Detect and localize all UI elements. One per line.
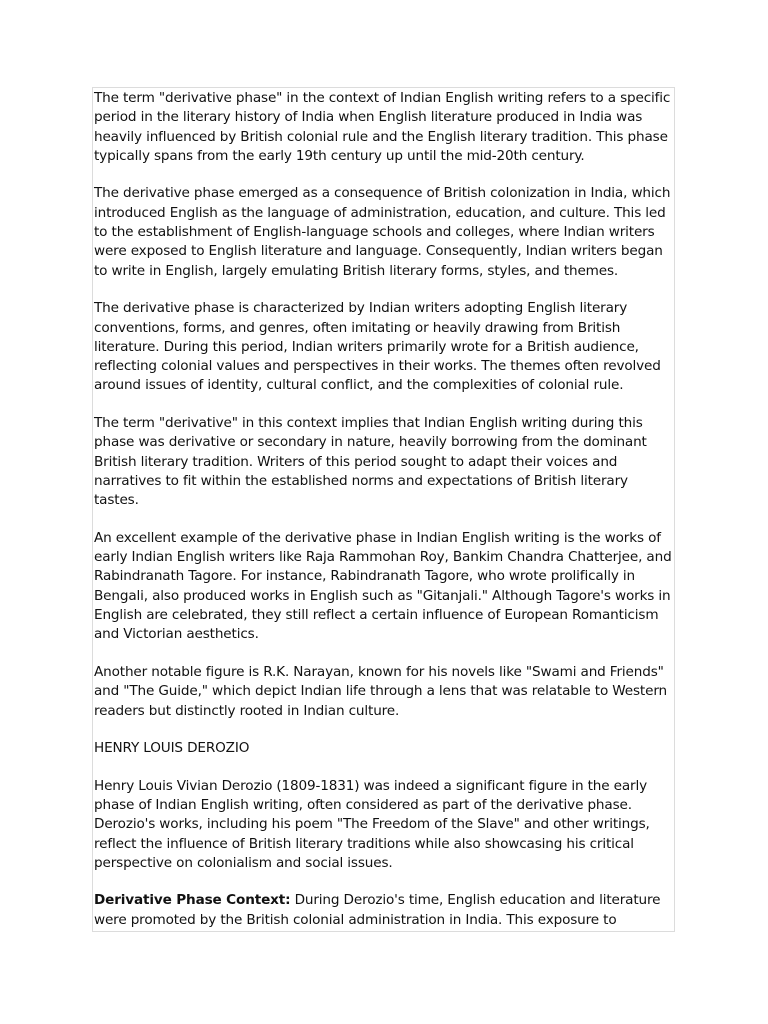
- paragraph-characteristics: The derivative phase is characterized by Indian writers adopting English literary conventions, forms, and genres, often imitating or heavily drawing from British literature. During this period, Indian writers primarily wrote for a British audience, reflecting colonial values and perspectives in their works. The themes often revolved around issues of identity, cultural conflict, and the complexities of colonial rule.: [94, 300, 661, 394]
- context-text: During Derozio's time, English education and literature were promoted by the British colonial administration in India. This exposure to: [94, 892, 661, 928]
- paragraph-derozio: Henry Louis Vivian Derozio (1809-1831) was indeed a significant figure in the early phase of Indian English writing, often considered as part of the derivative phase. Derozio's works, including his poem "The Freedom of the Slave" and other writings, reflect the influence of British literary traditions while also showcasing his critical perspective on colonialism and social issues.: [94, 777, 650, 871]
- document-text-frame: [92, 87, 675, 932]
- paragraph-narayan: Another notable figure is R.K. Narayan, known for his novels like "Swami and Friends" and "The Guide," which depict Indian life through a lens that was relatable to Western readers but distinctly rooted in Indian culture.: [94, 663, 667, 719]
- paragraph-example-writers: An excellent example of the derivative phase in Indian English writing is the works of early Indian English writers like Raja Rammohan Roy, Bankim Chandra Chatterjee, and Rabindranath Tagore. For instance, Rabindranath Tagore, who wrote prolifically in Bengali, also produced works in English such as "Gitanjali." Although Tagore's works in English are celebrated, they still reflect a certain influence of European Romanticism and Victorian aesthetics.: [94, 529, 672, 643]
- paragraph-term-meaning: The term "derivative" in this context implies that Indian English writing during this phase was derivative or secondary in nature, heavily borrowing from the dominant British literary tradition. Writers of this period sought to adapt their voices and narratives to fit within the established norms and expectations of British literary tastes.: [94, 415, 647, 509]
- paragraph-derivative-context: [94, 891, 674, 930]
- paragraph-emergence: The derivative phase emerged as a consequence of British colonization in India, which introduced English as the language of administration, education, and culture. This led to the establishment of English-language schools and colleges, where Indian writers were exposed to English literature and language. Consequently, Indian writers began to write in English, largely emulating British literary forms, styles, and themes.: [94, 185, 671, 279]
- paragraph-definition: The term "derivative phase" in the context of Indian English writing refers to a specific period in the literary history of India when English literature produced in India was heavily influenced by British colonial rule and the English literary tradition. This phase typically spans from the early 19th century up until the mid-20th century.: [94, 90, 671, 164]
- section-heading-derozio: HENRY LOUIS DEROZIO: [94, 740, 250, 757]
- context-lead-label: Derivative Phase Context:: [94, 892, 291, 909]
- document-body: [93, 88, 674, 930]
